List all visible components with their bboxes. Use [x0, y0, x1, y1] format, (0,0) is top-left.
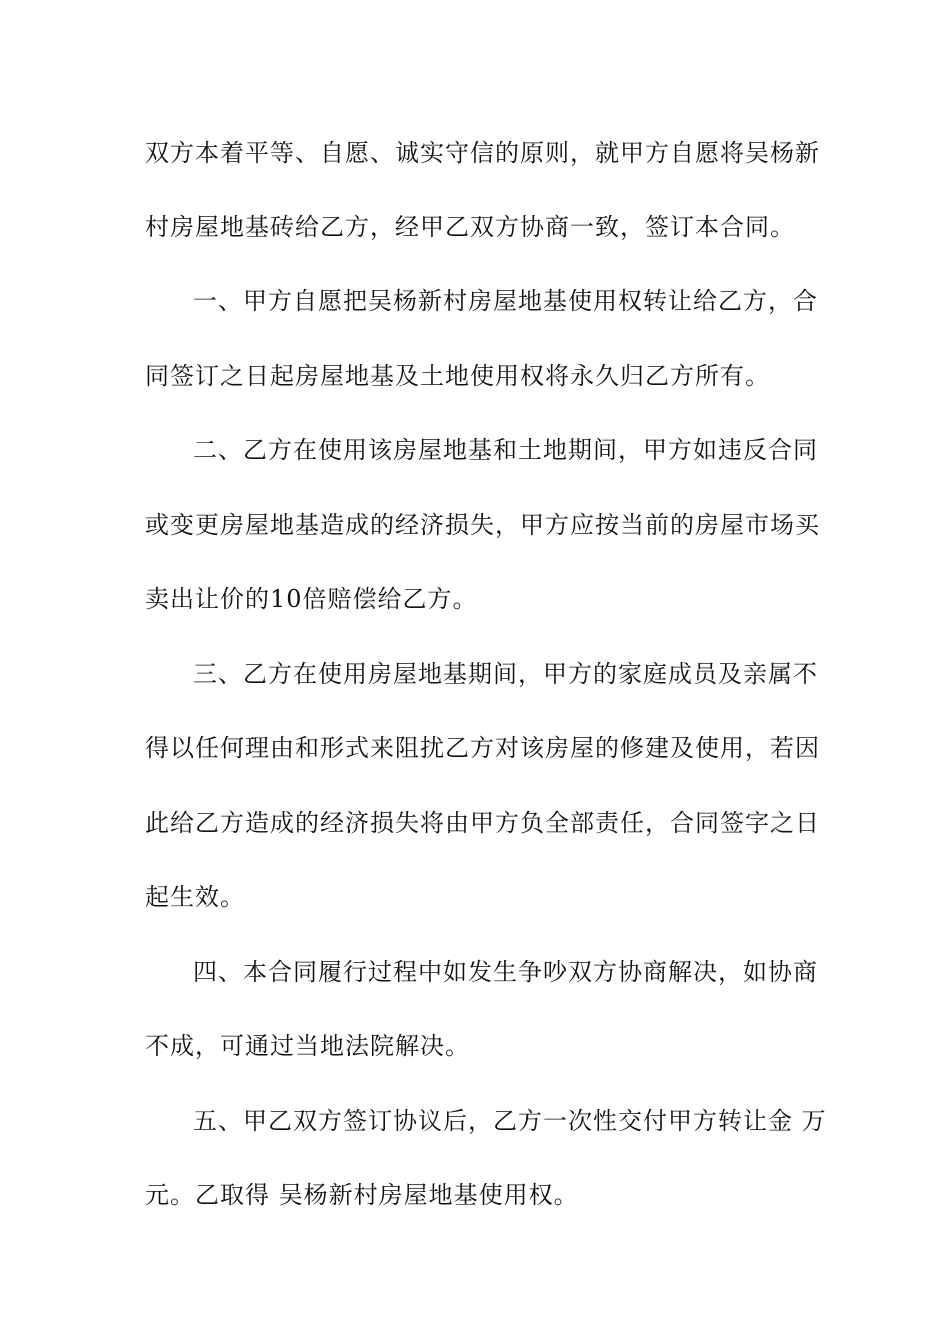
clause-3-line: 起生效。	[145, 883, 245, 911]
paragraph-line: 双方本着平等、自愿、诚实守信的原则，就甲方自愿将吴杨新	[145, 139, 820, 167]
clause-5-line: 五、甲乙双方签订协议后，乙方一次性交付甲方转让金 万	[193, 1107, 827, 1135]
clause-2-line: 或变更房屋地基造成的经济损失，甲方应按当前的房屋市场买	[145, 511, 820, 539]
clause-1-line: 一、甲方自愿把吴杨新村房屋地基使用权转让给乙方，合	[193, 287, 818, 315]
clause-5-line: 元。乙取得 吴杨新村房屋地基使用权。	[145, 1181, 579, 1209]
clause-2-line: 二、乙方在使用该房屋地基和土地期间，甲方如违反合同	[193, 436, 818, 464]
clause-4-line: 四、本合同履行过程中如发生争吵双方协商解决，如协商	[193, 958, 818, 986]
clause-3-line: 得以任何理由和形式来阻扰乙方对该房屋的修建及使用，若因	[145, 734, 820, 762]
paragraph-line: 村房屋地基砖给乙方，经甲乙双方协商一致，签订本合同。	[145, 213, 795, 241]
clause-3-line: 三、乙方在使用房屋地基期间，甲方的家庭成员及亲属不	[193, 660, 818, 688]
clause-2-line: 卖出让价的10倍赔偿给乙方。	[145, 585, 478, 613]
clause-1-line: 同签订之日起房屋地基及土地使用权将永久归乙方所有。	[145, 362, 770, 390]
clause-4-line: 不成，可通过当地法院解决。	[145, 1032, 470, 1060]
clause-3-line: 此给乙方造成的经济损失将由甲方负全部责任，合同签字之日	[145, 809, 820, 837]
